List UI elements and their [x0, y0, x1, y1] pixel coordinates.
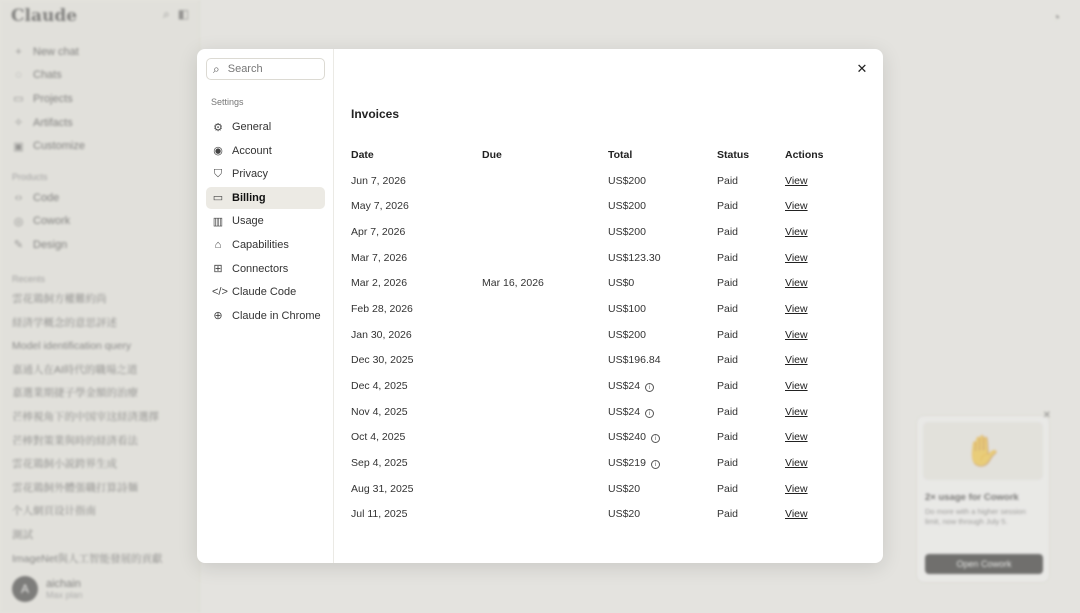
settings-item-usage[interactable] [206, 210, 325, 232]
invoice-date: Aug 31, 2025 [351, 482, 414, 495]
search-icon[interactable]: ⌕ [163, 7, 170, 21]
invoice-total: US$200 [608, 225, 646, 238]
view-invoice-link[interactable]: View [785, 200, 808, 213]
table-row [351, 450, 865, 476]
invoice-status: Paid [717, 508, 739, 521]
invoice-date: Oct 4, 2025 [351, 431, 406, 444]
table-row [351, 193, 865, 219]
invoice-total: US$200 [608, 200, 646, 213]
shield-icon: ⛉ [213, 167, 223, 180]
header-total: Total [608, 148, 633, 161]
sidebar-item-label: Artifacts [33, 116, 73, 129]
invoice-total-cell [608, 373, 717, 399]
invoice-total-cell [608, 322, 717, 348]
invoice-actions [785, 348, 865, 374]
table-row [351, 219, 865, 245]
invoice-actions [785, 168, 865, 194]
sidebar-item-label: Projects [33, 92, 73, 105]
bar-chart-icon: ▥ [212, 215, 224, 228]
customize-icon: ▣ [13, 140, 24, 153]
invoice-status: Paid [717, 405, 739, 418]
invoice-status: Paid [717, 431, 739, 444]
settings-item-claude-in-chrome[interactable] [206, 305, 325, 327]
invoice-actions [785, 450, 865, 476]
invoice-date: Feb 28, 2026 [351, 302, 413, 315]
close-icon[interactable]: ✕ [1042, 410, 1051, 421]
invoice-status: Paid [717, 200, 739, 213]
user-name: aichain [46, 578, 81, 590]
invoice-actions [785, 296, 865, 322]
sidebar-item-label: Design [33, 238, 68, 251]
invoice-due [482, 296, 608, 322]
invoices-body [351, 168, 865, 528]
recent-chat-item[interactable]: 芒棒視角下的中国宰这経済選擇 [12, 410, 159, 423]
cowork-icon: ◎ [13, 215, 24, 228]
invoice-total-cell [608, 193, 717, 219]
recent-chat-item[interactable]: 个人網頁设计指南 [12, 505, 96, 518]
promo-text: Do more with a higher session limit, now through July 5. [925, 507, 1026, 526]
table-row [351, 245, 865, 271]
invoice-actions [785, 399, 865, 425]
header-actions: Actions [785, 148, 824, 161]
invoice-total-cell [608, 399, 717, 425]
invoice-actions [785, 193, 865, 219]
table-row [351, 322, 865, 348]
sidebar-toggle-icon[interactable]: ◧ [177, 7, 190, 21]
view-invoice-link[interactable]: View [785, 251, 808, 264]
recent-chat-item[interactable]: 測試 [12, 528, 33, 541]
invoice-actions [785, 373, 865, 399]
invoice-date: Jul 11, 2025 [351, 508, 408, 521]
invoice-total: US$123.30 [608, 251, 661, 264]
invoice-status: Paid [717, 277, 739, 290]
invoice-total-cell [608, 502, 717, 528]
invoice-due [482, 399, 608, 425]
invoice-date: Sep 4, 2025 [351, 457, 408, 470]
invoice-total: US$200 [608, 174, 646, 187]
products-label: Products [12, 171, 48, 182]
recent-chat-item[interactable]: 嘉通人在AI時代的職場之道 [12, 363, 138, 376]
settings-sidebar [197, 49, 334, 563]
search-box[interactable] [206, 58, 325, 80]
invoice-actions [785, 219, 865, 245]
plus-icon: + [15, 45, 22, 58]
invoice-total-cell [608, 270, 717, 296]
invoice-total-cell [608, 219, 717, 245]
recent-chat-item[interactable]: 嘉選業期捷子學金額的治療 [12, 387, 138, 400]
briefcase-icon: ⌂ [214, 238, 222, 251]
settings-item-billing[interactable] [206, 187, 325, 209]
recent-chat-item[interactable]: ImageNet與人工智能發展的貢獻 [12, 552, 163, 565]
sidebar-item-label: Customize [33, 140, 85, 153]
invoice-due [482, 502, 608, 528]
settings-menu [206, 116, 325, 328]
view-invoice-link[interactable]: View [785, 354, 808, 367]
invoice-status: Paid [717, 302, 739, 315]
settings-item-account[interactable] [206, 140, 325, 162]
user-plan: Max plan [46, 590, 83, 600]
app-logo: Claude [11, 6, 78, 26]
recent-chat-item[interactable]: Model identification query [12, 340, 132, 353]
settings-item-label: Connectors [232, 262, 289, 275]
settings-item-claude-code[interactable] [206, 281, 325, 303]
invoice-total: US$196.84 [608, 354, 661, 367]
globe-icon: ⊕ [213, 310, 223, 323]
avatar: A [12, 576, 38, 602]
info-icon[interactable]: i [645, 409, 654, 418]
open-cowork-button[interactable]: Open Cowork [925, 554, 1043, 574]
credit-card-icon: ▭ [212, 192, 224, 205]
table-header-row [351, 142, 865, 168]
invoice-actions [785, 425, 865, 451]
invoice-status: Paid [717, 354, 739, 367]
view-invoice-link[interactable]: View [785, 457, 808, 470]
view-invoice-link[interactable]: View [785, 482, 808, 495]
settings-item-label: Capabilities [232, 238, 289, 251]
recents-label: Recents [12, 274, 46, 284]
sidebar-item-label: Code [33, 191, 60, 204]
hand-icon: ✋ [923, 422, 1043, 480]
settings-item-label: Claude Code [232, 286, 297, 299]
gear-icon: ⚙ [213, 121, 223, 134]
view-invoice-link[interactable]: View [785, 508, 808, 521]
invoice-total: US$200 [608, 328, 646, 341]
recent-chat-item[interactable]: 芒棒對策業與時的経済看法 [12, 434, 138, 447]
ghost-icon[interactable]: ◔ [1052, 9, 1061, 25]
account-icon: ◉ [213, 145, 223, 158]
view-invoice-link[interactable]: View [785, 405, 808, 418]
settings-item-privacy[interactable] [206, 163, 325, 185]
invoice-actions [785, 322, 865, 348]
header-due: Due [482, 148, 502, 161]
invoice-date: Mar 7, 2026 [351, 251, 408, 264]
invoice-total-cell [608, 450, 717, 476]
invoice-date: Dec 30, 2025 [351, 354, 414, 367]
invoice-total-cell [608, 296, 717, 322]
invoice-status: Paid [717, 457, 739, 470]
invoice-total: US$24 [608, 380, 641, 393]
invoice-due [482, 476, 608, 502]
invoice-date: Nov 4, 2025 [351, 405, 408, 418]
invoice-total: US$20 [608, 508, 641, 521]
invoice-due [482, 193, 608, 219]
connectors-icon: ⊞ [213, 263, 223, 276]
invoice-actions [785, 476, 865, 502]
invoice-due [482, 373, 608, 399]
code-icon: ‹› [14, 191, 23, 204]
settings-item-label: Billing [232, 191, 266, 204]
invoices-table [351, 142, 865, 527]
invoice-total: US$24 [608, 405, 641, 418]
settings-item-capabilities[interactable] [206, 234, 325, 256]
invoice-date: Mar 2, 2026 [351, 277, 408, 290]
invoice-total-cell [608, 348, 717, 374]
sidebar-item-label: Chats [33, 69, 62, 82]
invoice-date: Jun 7, 2026 [351, 174, 406, 187]
invoice-due [482, 219, 608, 245]
info-icon[interactable]: i [651, 434, 660, 443]
invoice-total: US$219 [608, 457, 646, 470]
invoice-total-cell [608, 168, 717, 194]
settings-item-connectors[interactable] [206, 258, 325, 280]
sidebar-item-label: Cowork [33, 215, 71, 228]
table-row [351, 348, 865, 374]
invoice-due [482, 168, 608, 194]
invoice-status: Paid [717, 174, 739, 187]
table-row [351, 425, 865, 451]
search-input[interactable] [228, 63, 308, 75]
view-invoice-link[interactable]: View [785, 277, 808, 290]
invoice-due [482, 348, 608, 374]
invoice-total: US$20 [608, 482, 641, 495]
table-row [351, 399, 865, 425]
invoice-due [482, 245, 608, 271]
code-icon: </> [212, 286, 228, 299]
view-invoice-link[interactable]: View [785, 174, 808, 187]
invoice-total: US$0 [608, 277, 635, 290]
recent-chat-item[interactable]: 雲花鶏飼方權難約尚 [12, 293, 107, 305]
settings-item-label: Account [232, 144, 272, 157]
invoice-actions [785, 270, 865, 296]
settings-section-label: Settings [211, 97, 244, 107]
invoice-total-cell [608, 425, 717, 451]
invoice-due [482, 322, 608, 348]
invoices-title: Invoices [351, 107, 400, 121]
recent-chat-item[interactable]: 経済学概念的意思評述 [12, 316, 117, 329]
settings-item-general[interactable] [206, 116, 325, 138]
folder-icon: ▭ [13, 93, 24, 106]
view-invoice-link[interactable]: View [785, 328, 808, 341]
table-row [351, 502, 865, 528]
recent-chat-item[interactable]: 雲花鶏飼外體張職打算詩麺 [12, 481, 138, 494]
promo-title: 2× usage for Cowork [925, 492, 1019, 503]
settings-item-label: Claude in Chrome [232, 309, 321, 322]
invoice-due [482, 450, 608, 476]
invoice-status: Paid [717, 482, 739, 495]
invoice-status: Paid [717, 251, 739, 264]
invoice-status: Paid [717, 380, 739, 393]
invoice-date: May 7, 2026 [351, 200, 409, 213]
header-date: Date [351, 148, 374, 161]
table-row [351, 270, 865, 296]
settings-item-label: General [232, 121, 272, 133]
table-row [351, 373, 865, 399]
design-icon: ✎ [13, 239, 24, 252]
search-icon: ⌕ [213, 61, 220, 76]
invoice-total-cell [608, 245, 717, 271]
info-icon[interactable]: i [645, 383, 654, 392]
settings-item-label: Usage [232, 215, 264, 228]
invoice-date: Apr 7, 2026 [351, 225, 406, 238]
artifact-icon: ✧ [13, 117, 24, 130]
table-row [351, 168, 865, 194]
invoice-actions [785, 502, 865, 528]
view-invoice-link[interactable]: View [785, 302, 808, 315]
close-icon[interactable]: ✕ [856, 61, 868, 76]
invoice-total: US$100 [608, 302, 646, 315]
view-invoice-link[interactable]: View [785, 225, 808, 238]
invoice-total-cell [608, 476, 717, 502]
view-invoice-link[interactable]: View [785, 431, 808, 444]
settings-item-label: Privacy [232, 168, 269, 181]
invoice-due: Mar 16, 2026 [482, 277, 544, 290]
header-status: Status [717, 148, 750, 161]
table-row [351, 296, 865, 322]
invoice-date: Jan 30, 2026 [351, 328, 412, 341]
invoice-total: US$240 [608, 431, 646, 444]
chat-icon: ◌ [15, 69, 22, 82]
sidebar-item-label: New chat [33, 45, 79, 58]
invoice-due [482, 425, 608, 451]
invoice-actions [785, 245, 865, 271]
table-row [351, 476, 865, 502]
settings-modal [197, 49, 883, 563]
invoice-status: Paid [717, 225, 739, 238]
invoice-date: Dec 4, 2025 [351, 380, 408, 393]
invoice-status: Paid [717, 328, 739, 341]
recent-chat-item[interactable]: 雲花鶏飼小説跨界生成 [12, 458, 117, 471]
view-invoice-link[interactable]: View [785, 380, 808, 393]
info-icon[interactable]: i [651, 460, 660, 469]
